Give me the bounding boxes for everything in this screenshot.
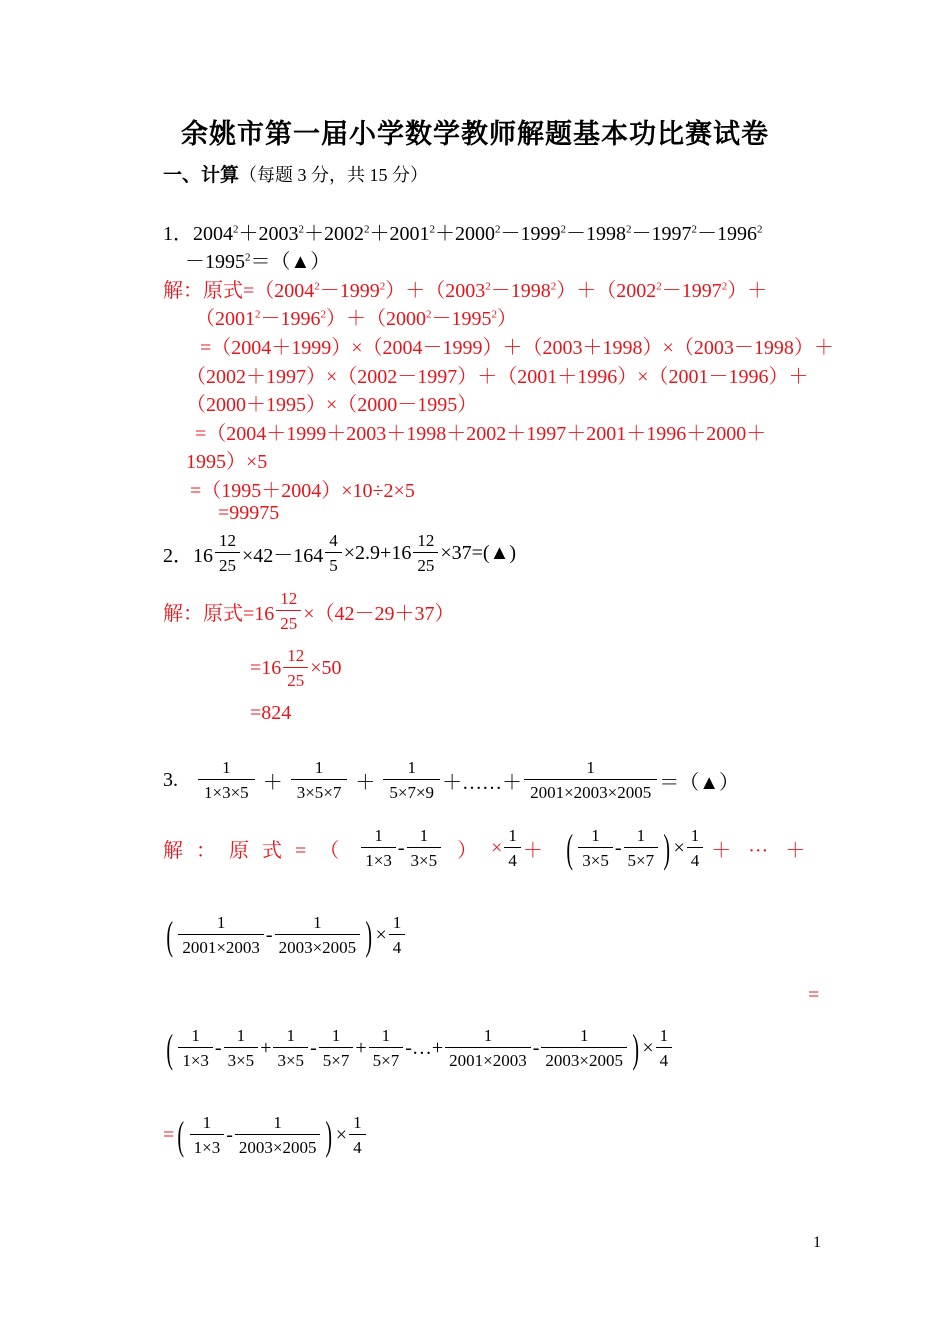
num: 1 bbox=[353, 1113, 362, 1132]
solution-3-line-1: 解 ： 原 式 = （ $\frac{1}{1\times 3}$ - $\frac{1}{3\times 5}$ ） × $\frac{1}{4}$ ＋ ( $\frac{1}{3\times 5}$ - $\frac{1}{5\times 7}$ ) × $\frac{1}{4}$ ＋ ··· ＋ bbox=[163, 825, 806, 871]
s3-f16 bbox=[541, 1025, 627, 1072]
num: 1 bbox=[273, 1113, 282, 1132]
num: 1 bbox=[236, 1026, 246, 1045]
s3-f6 bbox=[687, 825, 704, 872]
s3-f13 bbox=[319, 1025, 354, 1072]
den: 2003×2005 bbox=[541, 1047, 627, 1072]
s3-eq2: = bbox=[163, 1124, 175, 1146]
den: 5×7×9 bbox=[383, 779, 440, 804]
solution-3-line-2: ( $\frac{1}{2001\times 2003}$ - $\frac{1}{2003\times 2005}$ ) × $\frac{1}{4}$ bbox=[163, 912, 407, 959]
s3-f14 bbox=[369, 1025, 404, 1072]
solution-2-line-3: =824 bbox=[250, 702, 292, 724]
problem-3: 3. $\frac{1}{1\times 3\times 5}$ ＋ $\frac{1}{3\times 5\times 7}$ ＋ $\frac{1}{5\times 7\times 9}$ ＋……＋ $\frac{1}{2001\times 2003\times 2005}$ ＝（▲） bbox=[163, 758, 740, 802]
num: 1 bbox=[690, 826, 700, 845]
num: 1 bbox=[659, 1026, 669, 1045]
s3-f1 bbox=[361, 825, 396, 872]
solution-1-line-2: $(2001^2-1996^2)+(2000^2-1995^2)$ bbox=[195, 308, 517, 330]
s3-f11 bbox=[224, 1025, 259, 1072]
den: 2003×2005 bbox=[235, 1134, 321, 1159]
section-label: 一、计算 bbox=[163, 164, 240, 186]
num: 1 bbox=[313, 913, 322, 932]
section-note: （每题 3 分，共 15 分） bbox=[239, 165, 429, 185]
den: 5×7 bbox=[369, 1047, 404, 1072]
num: 12 bbox=[219, 531, 236, 550]
num: 1 bbox=[407, 758, 416, 777]
den: 2003×2005 bbox=[275, 934, 361, 959]
solution-1-line-8: =（1995＋2004）×10÷2×5 bbox=[190, 480, 415, 502]
den: 25 bbox=[283, 667, 308, 692]
solution-2-line-2 bbox=[250, 645, 342, 692]
num: 12 bbox=[287, 646, 305, 665]
p3-dots: ＋……＋ bbox=[442, 772, 523, 794]
s3-ellipsis: … bbox=[411, 1037, 432, 1059]
num: 1 bbox=[286, 1026, 296, 1045]
den: 1×3 bbox=[190, 1134, 225, 1159]
s3-f7 bbox=[178, 912, 264, 959]
p2-term-2: ×2.9+16 bbox=[343, 542, 412, 564]
den: 5×7 bbox=[624, 847, 659, 872]
p3-prefix: 3. bbox=[163, 769, 178, 791]
p2-fraction-2 bbox=[325, 530, 342, 577]
page-number: 1 bbox=[813, 1234, 821, 1251]
den: 3×5 bbox=[224, 1047, 259, 1072]
num: 1 bbox=[381, 1026, 391, 1045]
problem-1-line-1: 1．$2004^2+2003^2+2002^2+2001^2+2000^2-1999^2-1998^2-1997^2-1996^2$ bbox=[163, 223, 763, 245]
den: 3×5 bbox=[578, 847, 613, 872]
s3-f4 bbox=[578, 825, 613, 872]
solution-1-line-4: （2002＋1997）×（2002－1997）＋（2001＋1996）×（2001－1996）＋ bbox=[186, 366, 809, 388]
s2-fraction-2 bbox=[283, 645, 308, 692]
s2-a: 解：原式=16 bbox=[163, 603, 275, 625]
num: 1 bbox=[483, 1026, 493, 1045]
den: 1×3×5 bbox=[198, 779, 255, 804]
s3-f17 bbox=[656, 1025, 673, 1072]
s3-f12 bbox=[273, 1025, 308, 1072]
solution-1-line-3: =（2004＋1999）×（2004－1999）＋（2003＋1998）×（2003－1998）＋ bbox=[200, 337, 834, 359]
page-title: 余姚市第一届小学数学教师解题基本功比赛试卷 bbox=[181, 119, 769, 150]
p3-frac-2 bbox=[291, 757, 348, 804]
s3-f2 bbox=[407, 825, 442, 872]
num: 1 bbox=[202, 1113, 212, 1132]
num: 1 bbox=[636, 826, 646, 845]
solution-1-line-6: =（2004＋1999＋2003＋1998＋2002＋1997＋2001＋1996＋2000＋ bbox=[195, 423, 767, 445]
den: 3×5 bbox=[273, 1047, 308, 1072]
num: 4 bbox=[329, 531, 338, 550]
solution-1-line-5: （2000＋1995）×（2000－1995） bbox=[186, 394, 478, 416]
p3-frac-1 bbox=[198, 757, 255, 804]
den: 3×5×7 bbox=[291, 779, 348, 804]
p2-fraction-3 bbox=[413, 530, 438, 577]
problem-1-line-2: $-1995^2=(▲)$ bbox=[185, 251, 331, 273]
den: 4 bbox=[389, 934, 406, 959]
p3-frac-3 bbox=[383, 757, 440, 804]
s3-f20 bbox=[349, 1112, 366, 1159]
s3-f19 bbox=[235, 1112, 321, 1159]
num: 1 bbox=[586, 758, 595, 777]
solution-1-line-7: 1995）×5 bbox=[186, 451, 268, 473]
solution-3-equals: = bbox=[808, 984, 820, 1006]
p3-end: ＝（▲） bbox=[659, 772, 740, 794]
den: 5 bbox=[325, 552, 342, 577]
section-heading bbox=[163, 160, 428, 187]
num: 12 bbox=[280, 589, 298, 608]
den: 25 bbox=[413, 552, 438, 577]
s3-f5 bbox=[624, 825, 659, 872]
s2-d: ×50 bbox=[310, 657, 342, 679]
den: 2001×2003 bbox=[445, 1047, 531, 1072]
num: 1 bbox=[419, 826, 429, 845]
num: 1 bbox=[191, 1026, 200, 1045]
den: 4 bbox=[687, 847, 704, 872]
p2-term-1: ×42－164 bbox=[242, 545, 324, 567]
s3-f10 bbox=[178, 1025, 213, 1072]
solution-1-line-9: =99975 bbox=[218, 502, 280, 524]
solution-3-line-3: ( $\frac{1}{1\times 3}$ - $\frac{1}{3\times 5}$ + $\frac{1}{3\times 5}$ - $\frac{1}{5\times 7}$ + $\frac{1}{5\times 7}$ - … + $\frac{1}{2001\times 2003}$ - $\frac{1}{2003\times 2005}$ ) × $\frac{1}{4}$ bbox=[163, 1025, 674, 1072]
num: 1 bbox=[222, 758, 231, 777]
p2-term-3: ×37=(▲) bbox=[440, 542, 517, 564]
den: 2001×2003×2005 bbox=[524, 779, 657, 804]
den: 1×3 bbox=[178, 1047, 213, 1072]
p3-frac-4 bbox=[524, 757, 657, 804]
s3-label: 解 ： 原 式 = （ bbox=[163, 840, 340, 862]
solution-1-line-1: 解：原式$=(2004^2-1999^2)+(2003^2-1998^2)+(2002^2-1997^2)+$ bbox=[163, 280, 768, 302]
s3-f9 bbox=[389, 912, 406, 959]
den: 25 bbox=[276, 610, 301, 635]
solution-3-line-4: = ( $\frac{1}{1\times 3}$ - $\frac{1}{2003\times 2005}$ ) × $\frac{1}{4}$ bbox=[163, 1112, 368, 1159]
num: 1 bbox=[374, 826, 383, 845]
den: 3×5 bbox=[407, 847, 442, 872]
den: 4 bbox=[656, 1047, 673, 1072]
s3-f3 bbox=[504, 825, 521, 872]
den: 2001×2003 bbox=[178, 934, 264, 959]
s2-c: =16 bbox=[250, 657, 282, 679]
num: 1 bbox=[216, 913, 226, 932]
s3-f18 bbox=[190, 1112, 225, 1159]
den: 25 bbox=[215, 552, 240, 577]
den: 1×3 bbox=[361, 847, 396, 872]
num: 1 bbox=[591, 826, 600, 845]
num: 1 bbox=[508, 826, 517, 845]
s3-f8 bbox=[275, 912, 361, 959]
num: 1 bbox=[331, 1026, 341, 1045]
s3-f15 bbox=[445, 1025, 531, 1072]
num: 12 bbox=[417, 531, 435, 550]
den: 4 bbox=[504, 847, 521, 872]
p2-prefix: 2．16 bbox=[163, 545, 213, 567]
s2-b: ×（42－29＋37） bbox=[303, 603, 455, 625]
num: 1 bbox=[314, 758, 324, 777]
solution-2-line-1 bbox=[163, 588, 455, 635]
den: 4 bbox=[349, 1134, 366, 1159]
p2-fraction-1 bbox=[215, 530, 240, 577]
den: 5×7 bbox=[319, 1047, 354, 1072]
s2-fraction bbox=[276, 588, 301, 635]
num: 1 bbox=[392, 913, 402, 932]
problem-2 bbox=[163, 530, 516, 577]
num: 1 bbox=[579, 1026, 589, 1045]
